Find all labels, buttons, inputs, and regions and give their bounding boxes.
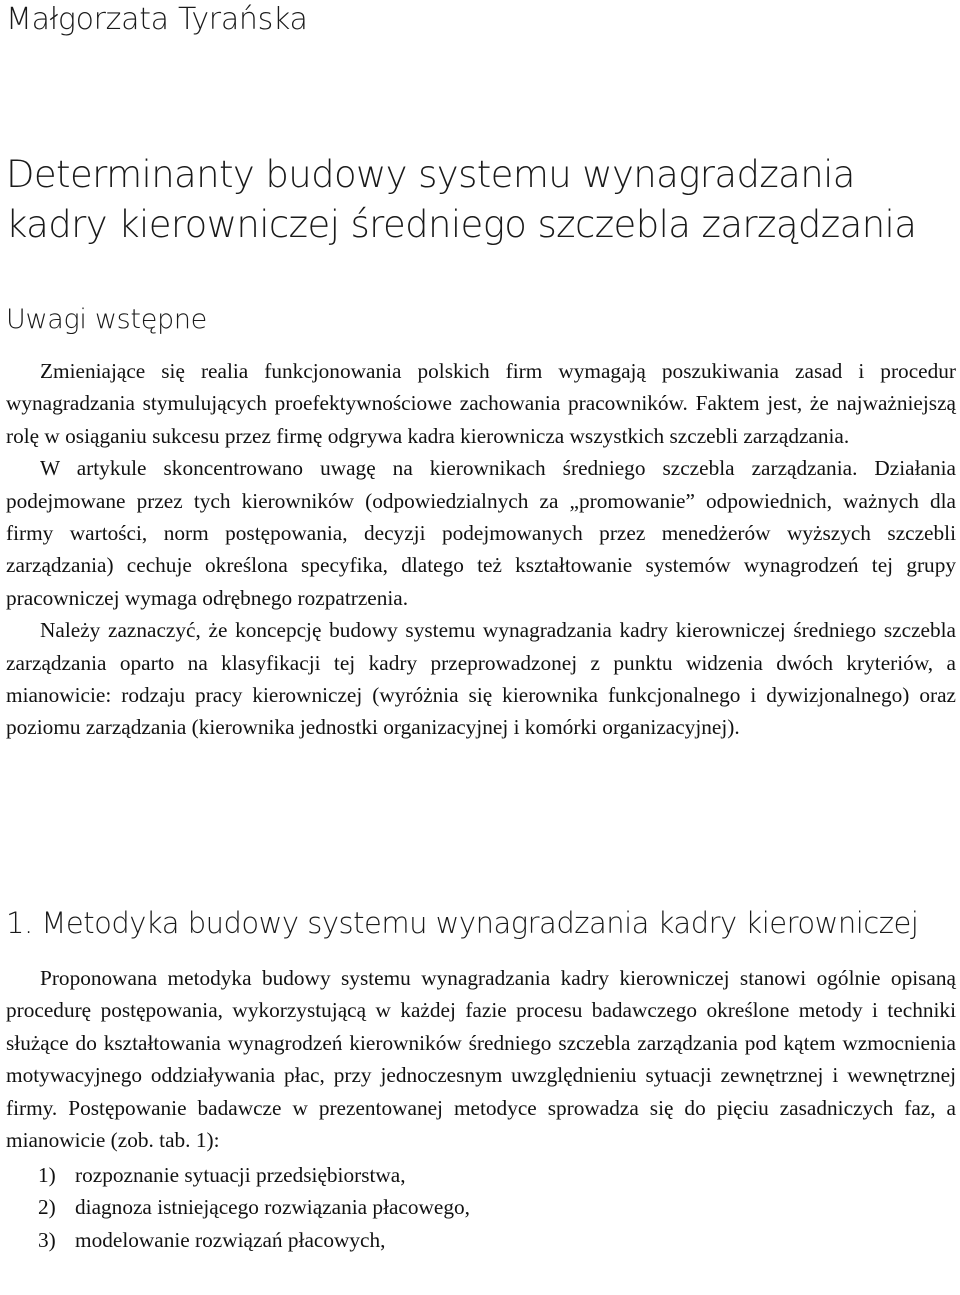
section-1-body [6, 962, 956, 1156]
list-item-text: diagnoza istniejącego rozwiązania płacowego, [75, 1195, 470, 1220]
section-1-paragraph: Proponowana metodyka budowy systemu wynagradzania kadry kierowniczej stanowi ogólnie opisaną procedurę postępowania, wykorzystującą w każdej fazie procesu badawczego określone metody i techniki służące do kształtowania wynagrodzeń kierowników średniego szczebla zarządzania pod kątem wzmocnienia motywacyjnego oddziaływania płac, przy jednoczesnym uwzględnieniu sytuacji zewnętrznej i wewnętrznej firmy. Postępowanie badawcze w prezentowanej metodyce sprowadza się do pięciu zasadniczych faz, a mianowicie (zob. tab. 1): [6, 966, 956, 1153]
list-item-text: rozpoznanie sytuacji przedsiębiorstwa, [75, 1163, 406, 1187]
section-1-heading: 1. Metodyka budowy systemu wynagradzania kadry kierowniczej [6, 906, 919, 940]
title-line-1: Determinanty budowy systemu wynagradzania [6, 153, 855, 196]
phase-list [38, 1159, 470, 1256]
list-item [38, 1224, 470, 1256]
intro-body [6, 355, 956, 744]
list-item-number: 1) [38, 1163, 56, 1187]
intro-paragraph-1: Zmieniające się realia funkcjonowania polskich firm wymagają poszukiwania zasad i procedur wynagradzania stymulujących proefektywnościowe zachowania pracowników. Faktem jest, że najważniejszą rolę w osiąganiu sukcesu przez firmę odgrywa kadra kierownicza wszystkich szczebli zarządzania. [6, 359, 956, 448]
list-item-number: 3) [38, 1227, 56, 1252]
list-item [38, 1159, 470, 1191]
title-line-2: kadry kierowniczej średniego szczebla zarządzania [6, 203, 917, 246]
article-title [6, 150, 956, 250]
list-item-number: 2) [38, 1195, 56, 1220]
list-item [38, 1191, 470, 1223]
intro-paragraph-2: W artykule skoncentrowano uwagę na kierownikach średniego szczebla zarządzania. Działania podejmowane przez tych kierowników (odpowiedzialnych za „promowanie” odpowiednich, ważnych dla firmy wartości, norm postępowania, decyzji podejmowanych przez menedżerów wyższych szczebli zarządzania) cechuje określona specyfika, dlatego też kształtowanie systemów wynagrodzeń tej grupy pracowniczej wymaga odrębnego rozpatrzenia. [6, 456, 956, 610]
author-name: Małgorzata Tyrańska [6, 2, 308, 37]
list-item-text: modelowanie rozwiązań płacowych, [75, 1227, 386, 1252]
intro-heading: Uwagi wstępne [6, 304, 207, 335]
intro-paragraph-3: Należy zaznaczyć, że koncepcję budowy systemu wynagradzania kadry kierowniczej średniego szczebla zarządzania oparto na klasyfikacji tej kadry przeprowadzonej z punktu widzenia dwóch kryteriów, a mianowicie: rodzaju pracy kierowniczej (wyróżnia się kierownika funkcjonalnego i dywizjonalnego) oraz poziomu zarządzania (kierownika jednostki organizacyjnej i komórki organizacyjnej). [6, 618, 956, 740]
